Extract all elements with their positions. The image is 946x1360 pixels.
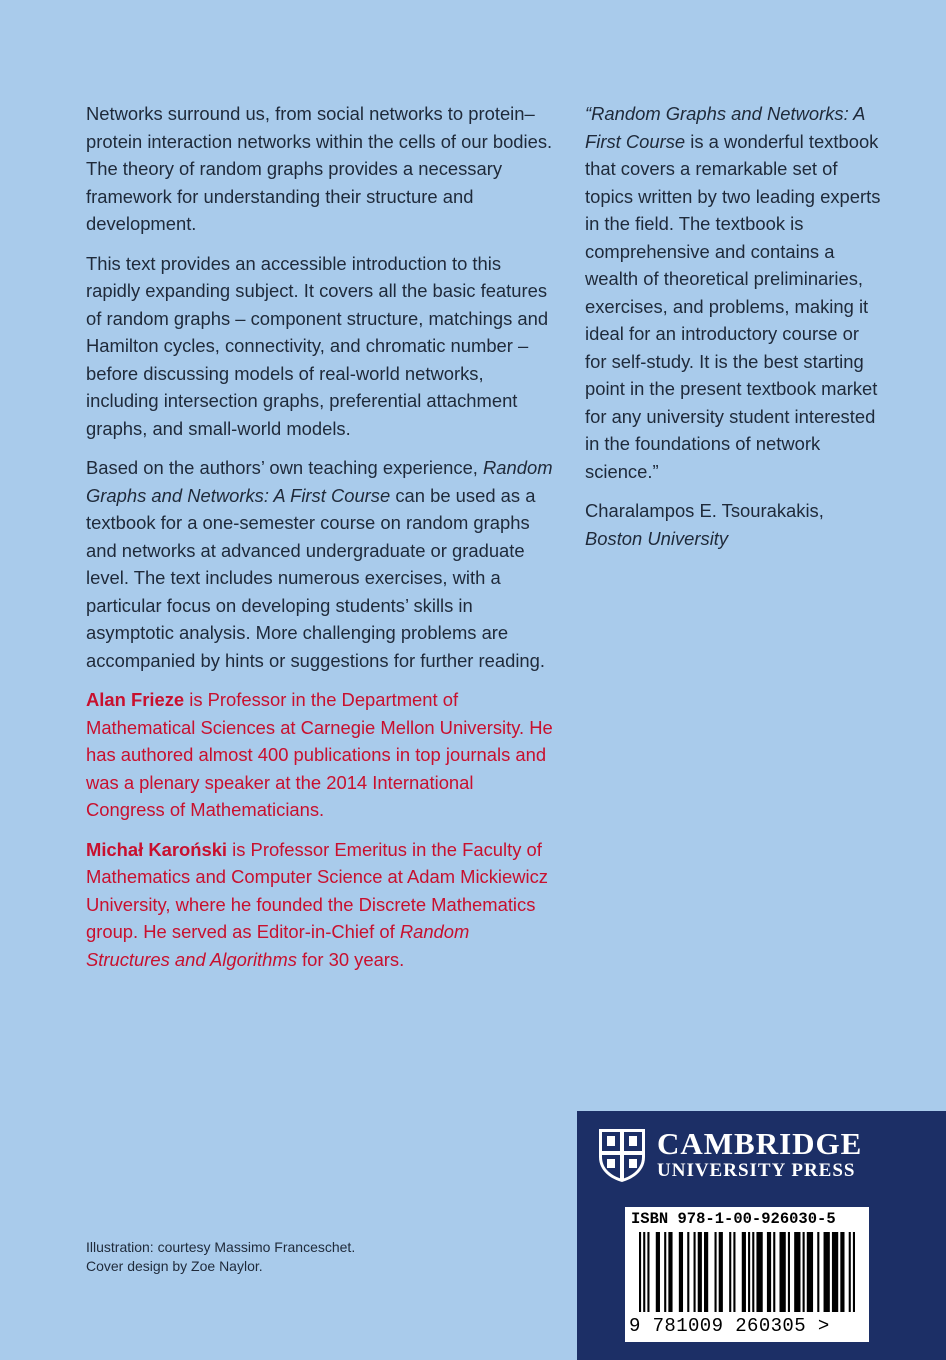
- cover-credits: [86, 1238, 466, 1276]
- barcode-bar: [668, 1232, 672, 1312]
- barcode-bar: [639, 1232, 641, 1312]
- barcode-bar: [687, 1232, 689, 1312]
- blurb-paragraph-3: [86, 454, 556, 674]
- barcode-bar: [756, 1232, 762, 1312]
- barcode-bar: [664, 1232, 666, 1312]
- barcode-bar: [767, 1232, 771, 1312]
- author-bio-karonski-text: is Professor Emeritus in the Faculty of Mathematics and Computer Science at Adam Mickiewicz University, where he founded the Discrete Mathematics group. He served as Editor-in-Chief of: [86, 838, 548, 942]
- barcode-bar: [752, 1232, 754, 1312]
- review-open-quote: “: [585, 103, 592, 124]
- barcode-bar: [643, 1232, 645, 1312]
- barcode-bar: [773, 1232, 775, 1312]
- author-bio-frieze-text: is Professor in the Department of Mathematical Sciences at Carnegie Mellon University. He has authored almost 400 publications in top journals and was a plenary speaker at the 2014 International Congress of Mathematicians.: [86, 689, 553, 820]
- barcode-bar: [694, 1232, 696, 1312]
- author-name-karonski: Michał Karoński: [86, 838, 228, 860]
- reviewer-name: Charalampos E. Tsourakakis,: [585, 500, 824, 521]
- barcode-bar: [679, 1232, 683, 1312]
- university-shield-icon: [597, 1127, 647, 1183]
- blurb-column: [86, 100, 556, 985]
- blurb-paragraph-1: Networks surround us, from social networks to protein–protein interaction networks within the cells of our bodies. The theory of random graphs provides a necessary framework for understanding their structure and development.: [86, 103, 553, 234]
- review-attribution: [585, 497, 885, 552]
- barcode-bar: [849, 1232, 851, 1312]
- barcode-bar: [807, 1232, 813, 1312]
- publisher-name: [657, 1128, 862, 1182]
- barcode-bar: [719, 1232, 723, 1312]
- barcode-bar: [794, 1232, 800, 1312]
- barcode-bar: [656, 1232, 660, 1312]
- journal-title: Random Structures and Algorithms: [86, 921, 470, 970]
- publisher-panel: [577, 1111, 946, 1360]
- blurb-p3-intro: Based on the authors’ own teaching experience,: [86, 457, 484, 478]
- book-title: Random Graphs and Networks: A First Course: [86, 457, 553, 506]
- barcode-bar: [803, 1232, 805, 1312]
- barcode-bars: [639, 1232, 855, 1312]
- barcode-bar: [715, 1232, 717, 1312]
- barcode-bar: [817, 1232, 819, 1312]
- publisher-logo: [597, 1127, 862, 1183]
- review-book-title: Random Graphs and Networks: A First Course: [585, 103, 865, 152]
- barcode-bar: [729, 1232, 731, 1312]
- publisher-name-line1: CAMBRIDGE: [657, 1126, 863, 1161]
- barcode-bar: [780, 1232, 786, 1312]
- author-bio-karonski: [86, 836, 556, 974]
- design-credit: Cover design by Zoe Naylor.: [86, 1258, 263, 1274]
- ean-digits: 9 781009 260305 >: [629, 1315, 830, 1337]
- blurb-p3-body: can be used as a textbook for a one-semester course on random graphs and networks at advanced undergraduate or graduate level. The text includes numerous exercises, with a particular focus on developing students’ skills in asymptotic analysis. More challenging problems are accompanied by hints or suggestions for further reading.: [86, 484, 546, 671]
- barcode-bar: [733, 1232, 735, 1312]
- barcode-bar: [853, 1232, 855, 1312]
- barcode-bar: [832, 1232, 838, 1312]
- barcode-bar: [698, 1232, 702, 1312]
- review-column: [585, 100, 885, 564]
- isbn-barcode: [625, 1207, 869, 1342]
- reviewer-affiliation: Boston University: [585, 527, 729, 549]
- barcode-bar: [647, 1232, 649, 1312]
- publisher-name-line2: UNIVERSITY PRESS: [657, 1160, 856, 1181]
- illustration-credit: Illustration: courtesy Massimo Franceschet.: [86, 1239, 356, 1255]
- barcode-bar: [742, 1232, 746, 1312]
- author-name-frieze: Alan Frieze: [86, 689, 185, 710]
- barcode-bar: [840, 1232, 844, 1312]
- review-body: is a wonderful textbook that covers a remarkable set of topics written by two leading experts in the field. The textbook is comprehensive and contains a wealth of theoretical preliminaries, exercises, and problems, making it ideal for an introductory course or for self-study. It is the best starting point in the present textbook market for any university student interested in the foundations of network science.”: [585, 130, 881, 482]
- review-quote: [585, 100, 885, 485]
- barcode-bar: [788, 1232, 790, 1312]
- isbn-label: ISBN 978-1-00-926030-5: [631, 1210, 836, 1228]
- barcode-bar: [748, 1232, 750, 1312]
- author-bio-frieze: [86, 686, 556, 824]
- barcode-bar: [824, 1232, 830, 1312]
- barcode-bar: [704, 1232, 708, 1312]
- blurb-paragraph-2: This text provides an accessible introduction to this rapidly expanding subject. It covers all the basic features of random graphs – component structure, matchings and Hamilton cycles, connectivity, and chromatic number – before discussing models of real-world networks, including intersection graphs, preferential attachment graphs, and small-world models.: [86, 252, 549, 439]
- author-bio-karonski-tail: for 30 years.: [296, 948, 405, 970]
